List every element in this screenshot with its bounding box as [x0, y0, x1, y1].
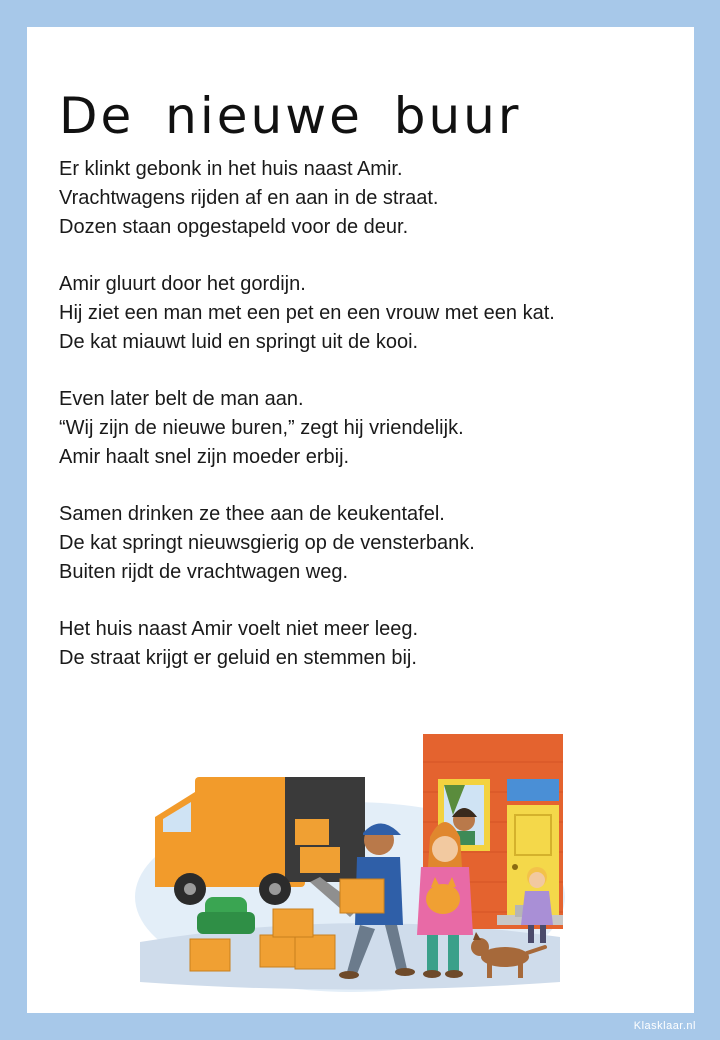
worksheet-page — [27, 27, 694, 1013]
story-line: Samen drinken ze thee aan de keukentafel. — [59, 503, 445, 525]
stanza-2 — [59, 270, 679, 357]
stanza-3 — [59, 385, 679, 472]
story-line: De kat springt nieuwsgierig op de vensterbank. — [59, 532, 475, 554]
woman-face — [432, 836, 458, 862]
footer-credit: Klasklaar.nl — [633, 1020, 696, 1032]
story-line: Even later belt de man aan. — [59, 388, 304, 410]
story-line: Dozen staan opgestapeld voor de deur. — [59, 216, 409, 238]
story-line: Amir gluurt door het gordijn. — [59, 273, 306, 295]
page-title: De nieuwe buur — [59, 87, 522, 145]
story-line: Amir haalt snel zijn moeder erbij. — [59, 446, 350, 468]
story-line: “Wij zijn de nieuwe buren,” zegt hij vriendelijk. — [59, 417, 464, 439]
carried-box — [340, 879, 384, 913]
story-line: Er klinkt gebonk in het huis naast Amir. — [59, 158, 403, 180]
story-line: Vrachtwagens rijden af en aan in de straat. — [59, 187, 439, 209]
green-armchair — [197, 897, 255, 934]
door-transom — [507, 779, 559, 801]
story-line: Het huis naast Amir voelt niet meer leeg. — [59, 618, 419, 640]
story-text — [59, 155, 679, 701]
story-line: De straat krijgt er geluid en stemmen bij. — [59, 647, 417, 669]
stanza-1 — [59, 155, 679, 242]
stanza-5 — [59, 615, 679, 673]
story-line: Buiten rijdt de vrachtwagen weg. — [59, 561, 349, 583]
door-knob — [512, 864, 518, 870]
stanza-4 — [59, 500, 679, 587]
story-line: Hij ziet een man met een pet en een vrouw met een kat. — [59, 302, 555, 324]
story-line: De kat miauwt luid en springt uit de kooi. — [59, 331, 419, 353]
cat — [426, 884, 460, 914]
moving-day-illustration — [135, 707, 565, 992]
